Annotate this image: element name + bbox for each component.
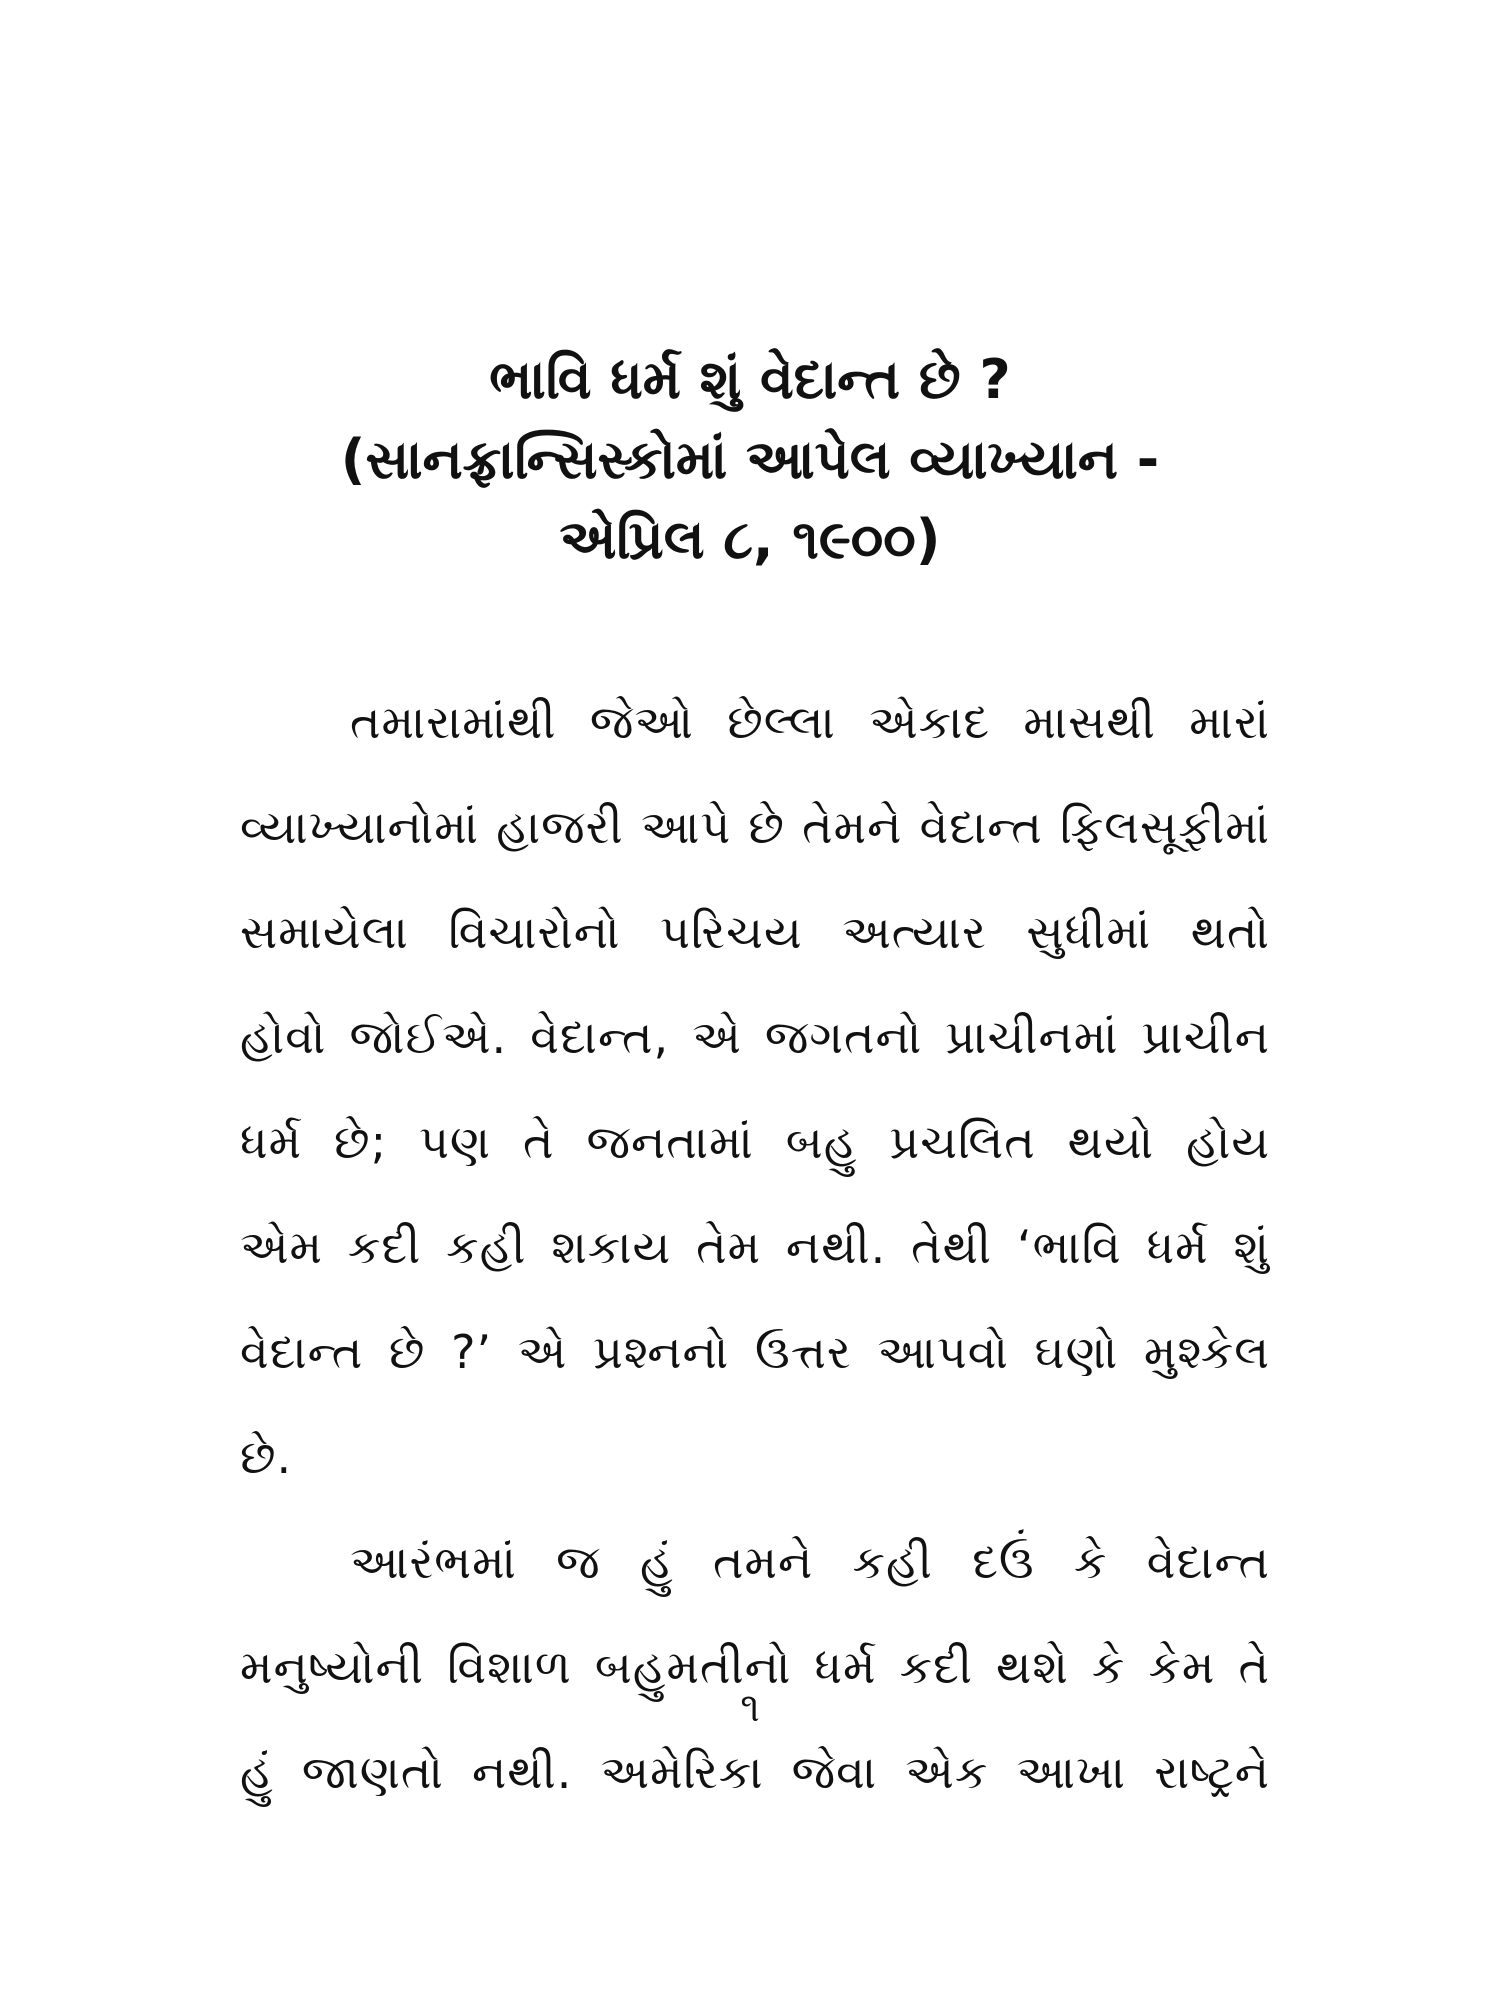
text-line: સમાયેલા વિચારોનો પરિચય અત્યાર સુધીમાં થતો [240, 905, 1270, 959]
text-line: વ્યાખ્યાનોમાં હાજરી આપે છે તેમને વેદાન્ત ફિલસૂફીમાં [240, 800, 1270, 854]
text-line: હું જાણતો નથી. અમેરિકા જેવા એક આખા રાષ્ટ્રને [240, 1745, 1270, 1799]
text-line: તમારામાંથી જેઓ છેલ્લા એકાદ માસથી મારાં [350, 695, 1270, 749]
text-line: છે. [240, 1430, 293, 1484]
page-number: ૧ [740, 1685, 760, 1731]
chapter-title-line: ભાવિ ધર્મ શું વેદાન્ત છે ? [489, 348, 1011, 411]
text-line: એમ કદી કહી શકાય તેમ નથી. તેથી ‘ભાવિ ધર્મ શું [240, 1220, 1270, 1274]
chapter-date-line: એપ્રિલ ૮, ૧૯૦૦) [559, 508, 941, 571]
paragraph [240, 670, 1270, 1510]
paragraph [240, 1510, 1270, 1825]
text-line: હોવો જોઈએ. વેદાન્ત, એ જગતનો પ્રાચીનમાં પ્રાચીન [240, 1010, 1270, 1064]
text-line: આરંભમાં જ હું તમને કહી દઉં કે વેદાન્ત [350, 1535, 1270, 1589]
body-text [240, 670, 1270, 1825]
text-line: વેદાન્ત છે ?’ એ પ્રશ્નનો ઉત્તર આપવો ઘણો મુશ્કેલ [240, 1325, 1270, 1379]
text-line: મનુષ્યોની વિશાળ બહુમતીનો ધર્મ કદી થશે કે કેમ તે [240, 1640, 1270, 1694]
text-line: ધર્મ છે; પણ તે જનતામાં બહુ પ્રચલિત થયો હોય [240, 1115, 1270, 1169]
chapter-title [250, 340, 1250, 580]
chapter-subtitle-line: (સાનફ્રાન્સિસ્કોમાં આપેલ વ્યાખ્યાન - [340, 428, 1160, 491]
